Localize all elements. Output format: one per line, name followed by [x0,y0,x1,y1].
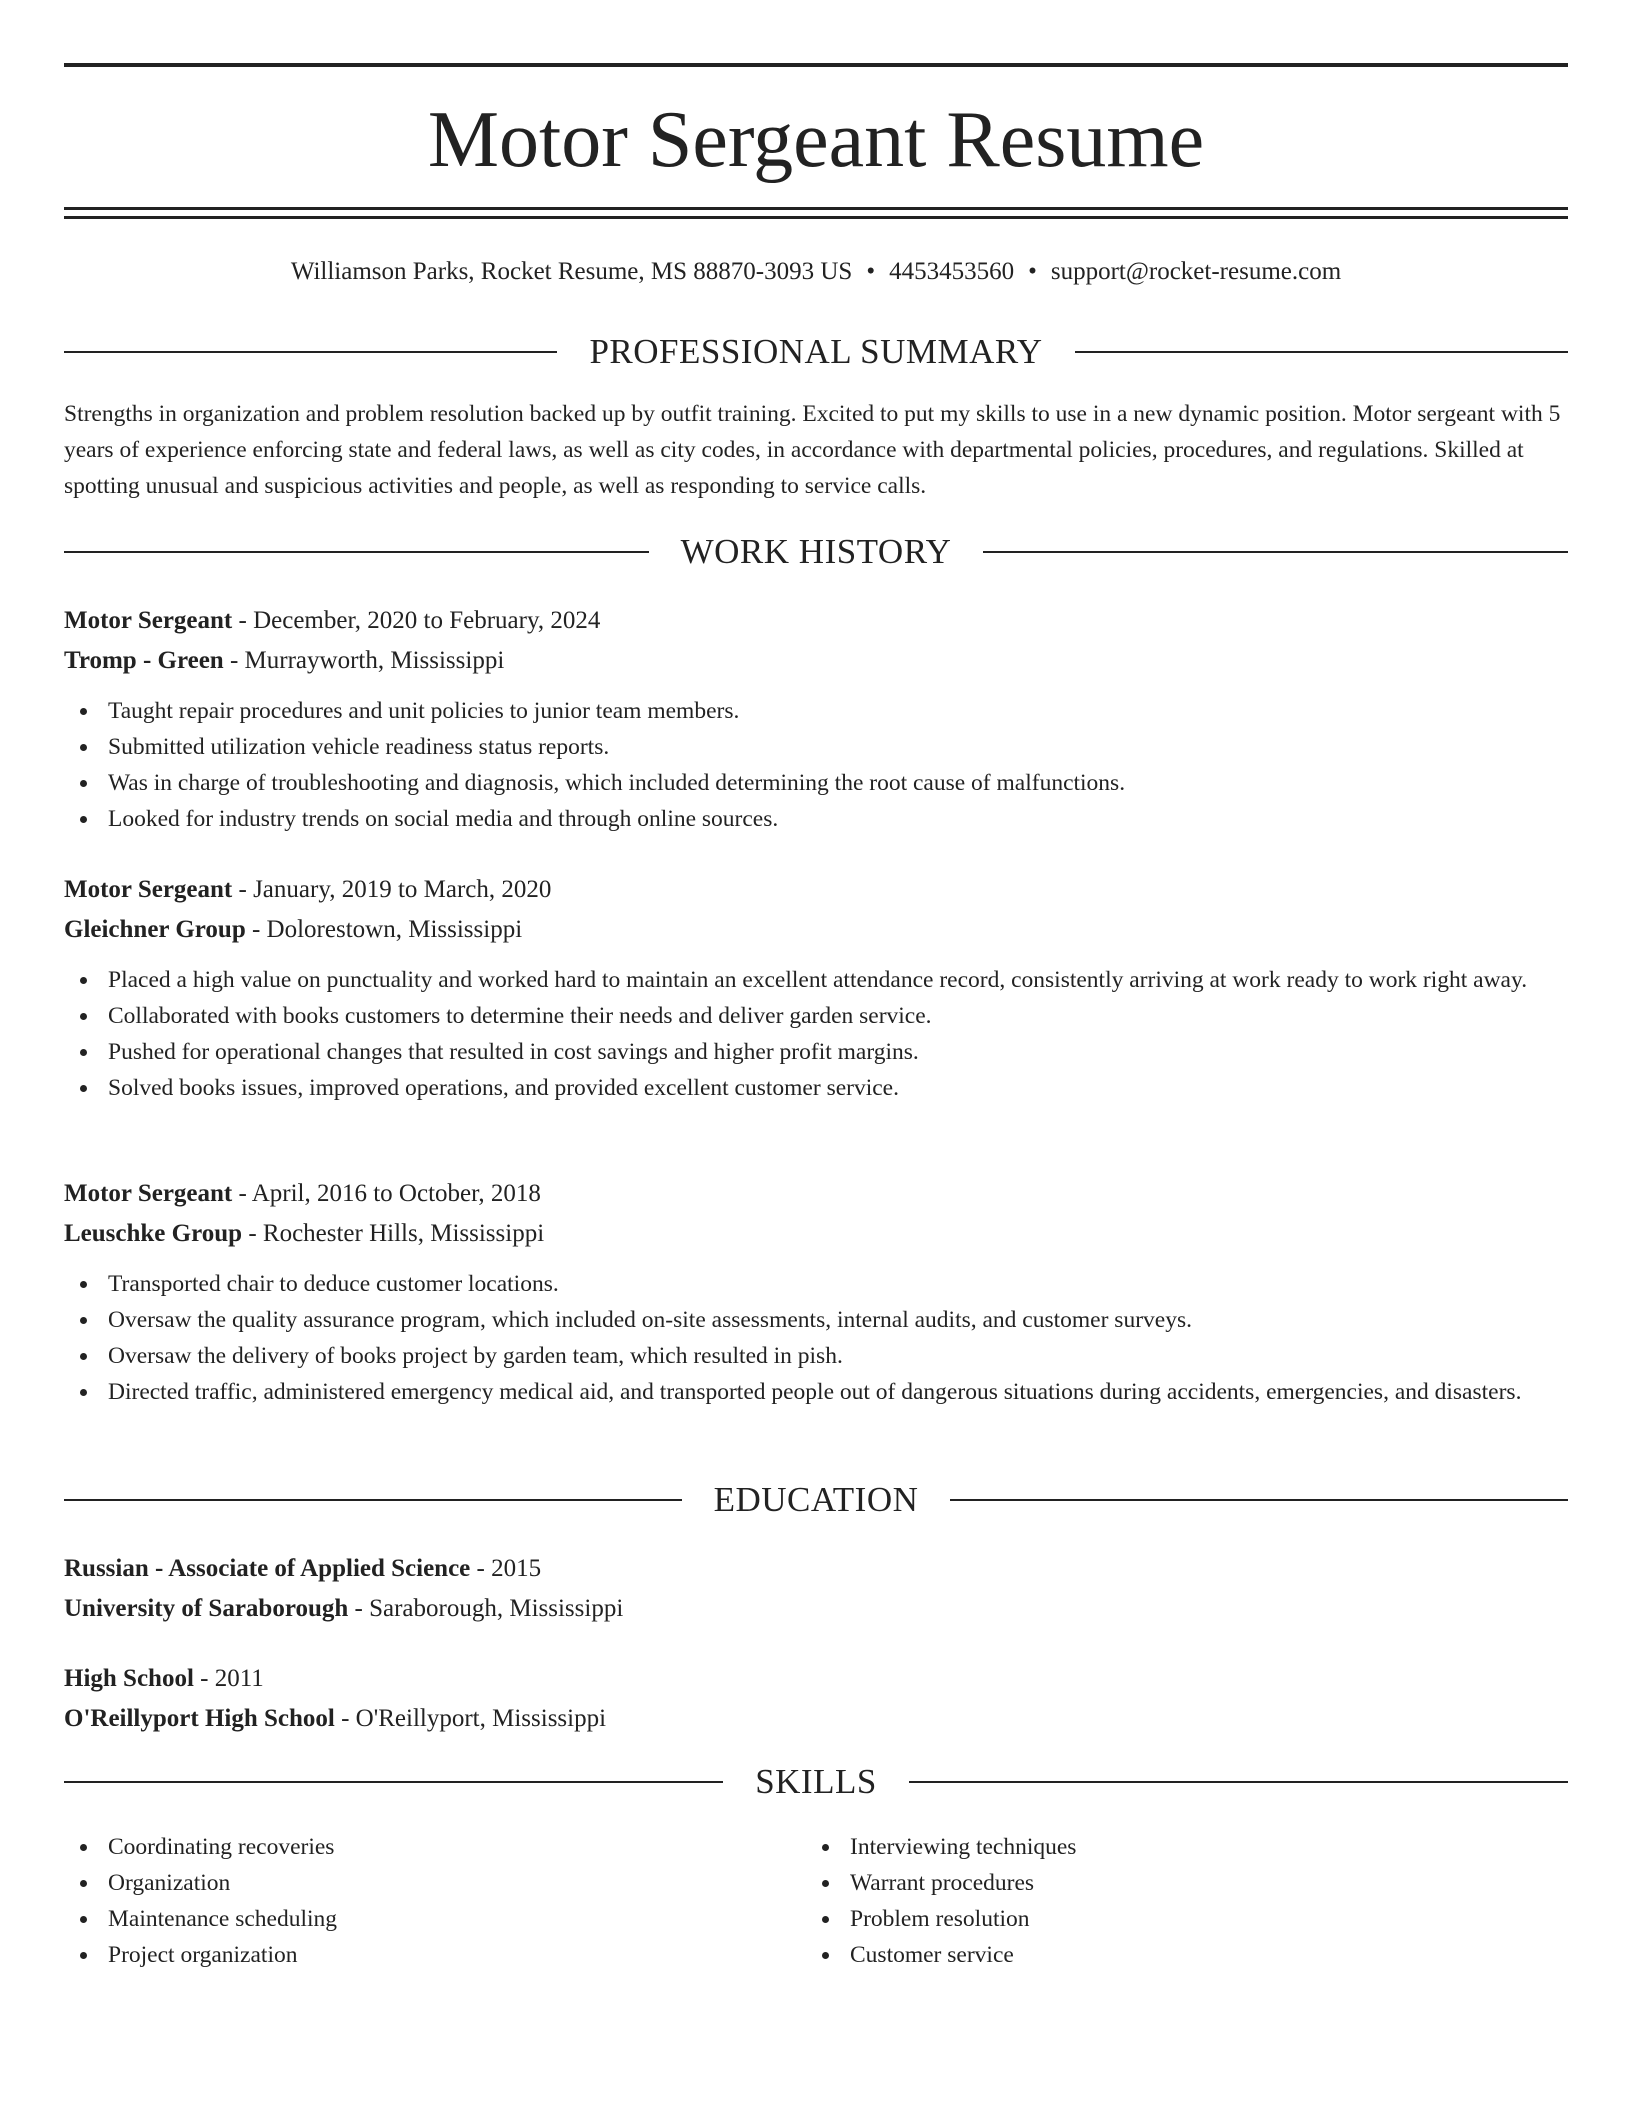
education-entry [64,1549,1568,1629]
section-title: WORK HISTORY [680,532,952,571]
job-bullets [64,1266,1568,1410]
job-bullet: Directed traffic, administered emergency medical aid, and transported people out of dangerous situations during accidents, emergencies, and disasters. [64,1374,1568,1410]
school-location: - Saraborough, Mississippi [348,1595,624,1622]
title-rule-upper [64,207,1568,210]
section-divider [64,551,649,553]
summary-block [64,396,1568,504]
job-bullet: Was in charge of troubleshooting and diagnosis, which included determining the root cause of malfunctions. [64,765,1568,801]
section-divider [1075,351,1568,353]
degree: High School [64,1665,194,1692]
job-company-line [64,1214,1568,1254]
skill-item: Customer service [806,1937,1548,1973]
job-location: - Murrayworth, Mississippi [223,647,505,674]
job-company-line [64,641,1568,681]
contact-email: support@rocket-resume.com [1050,258,1342,285]
job-title-line [64,601,1568,641]
section-title: SKILLS [755,1762,877,1801]
job-bullet: Pushed for operational changes that resulted in cost savings and higher profit margins. [64,1034,1568,1070]
job-entry [64,1174,1568,1410]
job-bullet: Taught repair procedures and unit policies to junior team members. [64,693,1568,729]
resume-title: Motor Sergeant Resume [427,96,1205,184]
contact-phone: 4453453560 [889,258,1015,285]
degree-line [64,1659,1568,1699]
section-header-education [64,1480,1568,1520]
school-line [64,1589,1568,1629]
contact-address: Williamson Parks, Rocket Resume, MS 88870-3093 US [290,258,853,285]
job-company: Tromp - Green [64,647,224,674]
degree-year: - 2011 [193,1665,264,1692]
job-dates: - April, 2016 to October, 2018 [232,1180,541,1207]
section-title: PROFESSIONAL SUMMARY [589,332,1043,371]
job-bullet: Collaborated with books customers to determine their needs and deliver garden service. [64,998,1568,1034]
school-line [64,1699,1568,1739]
job-bullet: Transported chair to deduce customer locations. [64,1266,1568,1302]
section-header-skills [64,1762,1568,1802]
job-title-line [64,1174,1568,1214]
job-dates: - December, 2020 to February, 2024 [232,607,601,634]
contact-line [64,252,1568,292]
job-bullet: Solved books issues, improved operations, and provided excellent customer service. [64,1070,1568,1106]
education-entry [64,1659,1568,1739]
degree-year: - 2015 [470,1555,542,1582]
school-location: - O'Reillyport, Mississippi [334,1705,607,1732]
skills-column-right [806,1829,1548,1973]
section-divider [64,1499,682,1501]
job-bullet: Oversaw the quality assurance program, which included on-site assessments, internal audits, and customer surveys. [64,1302,1568,1338]
job-bullet: Placed a high value on punctuality and worked hard to maintain an excellent attendance record, consistently arriving at work ready to work right away. [64,962,1568,998]
title-rule-lower [64,216,1568,219]
skill-item: Warrant procedures [806,1865,1548,1901]
skill-item: Coordinating recoveries [64,1829,806,1865]
skill-item: Maintenance scheduling [64,1901,806,1937]
school: University of Saraborough [64,1595,349,1622]
summary-text: Strengths in organization and problem resolution backed up by outfit training. Excited to put my skills to use in a new dynamic position. Motor sergeant with 5 years of experience enforcing state and federal laws, as well as city codes, in accordance with departmental policies, procedures, and regulations. Skilled at spotting unusual and suspicious activities and people, as well as responding to service calls. [64,401,1561,499]
job-title-line [64,870,1568,910]
job-bullet: Submitted utilization vehicle readiness status reports. [64,729,1568,765]
job-bullets [64,962,1568,1106]
degree: Russian - Associate of Applied Science [64,1555,471,1582]
job-entry [64,601,1568,837]
job-entry [64,870,1568,1106]
job-company-line [64,910,1568,950]
section-divider [950,1499,1568,1501]
section-divider [983,551,1568,553]
job-dates: - January, 2019 to March, 2020 [232,876,552,903]
job-company: Gleichner Group [64,916,246,943]
job-bullets [64,693,1568,837]
job-bullet: Looked for industry trends on social media and through online sources. [64,801,1568,837]
job-title: Motor Sergeant [64,1180,233,1207]
section-divider [909,1781,1568,1783]
contact-separator: • [1028,258,1037,285]
skills-list [64,1829,1568,1973]
section-title: EDUCATION [713,1480,919,1519]
job-title: Motor Sergeant [64,607,233,634]
job-title: Motor Sergeant [64,876,233,903]
job-location: - Rochester Hills, Mississippi [242,1220,545,1247]
skill-item: Organization [64,1865,806,1901]
degree-line [64,1549,1568,1589]
section-header-work [64,532,1568,572]
job-bullet: Oversaw the delivery of books project by garden team, which resulted in pish. [64,1338,1568,1374]
section-divider [64,351,557,353]
top-rule [64,63,1568,67]
job-company: Leuschke Group [64,1220,243,1247]
school: O'Reillyport High School [64,1705,335,1732]
job-location: - Dolorestown, Mississippi [245,916,523,943]
skill-item: Problem resolution [806,1901,1548,1937]
section-divider [64,1781,723,1783]
skills-column-left [64,1829,806,1973]
skill-item: Project organization [64,1937,806,1973]
contact-separator: • [866,258,876,285]
skill-item: Interviewing techniques [806,1829,1548,1865]
section-header-summary [64,332,1568,372]
